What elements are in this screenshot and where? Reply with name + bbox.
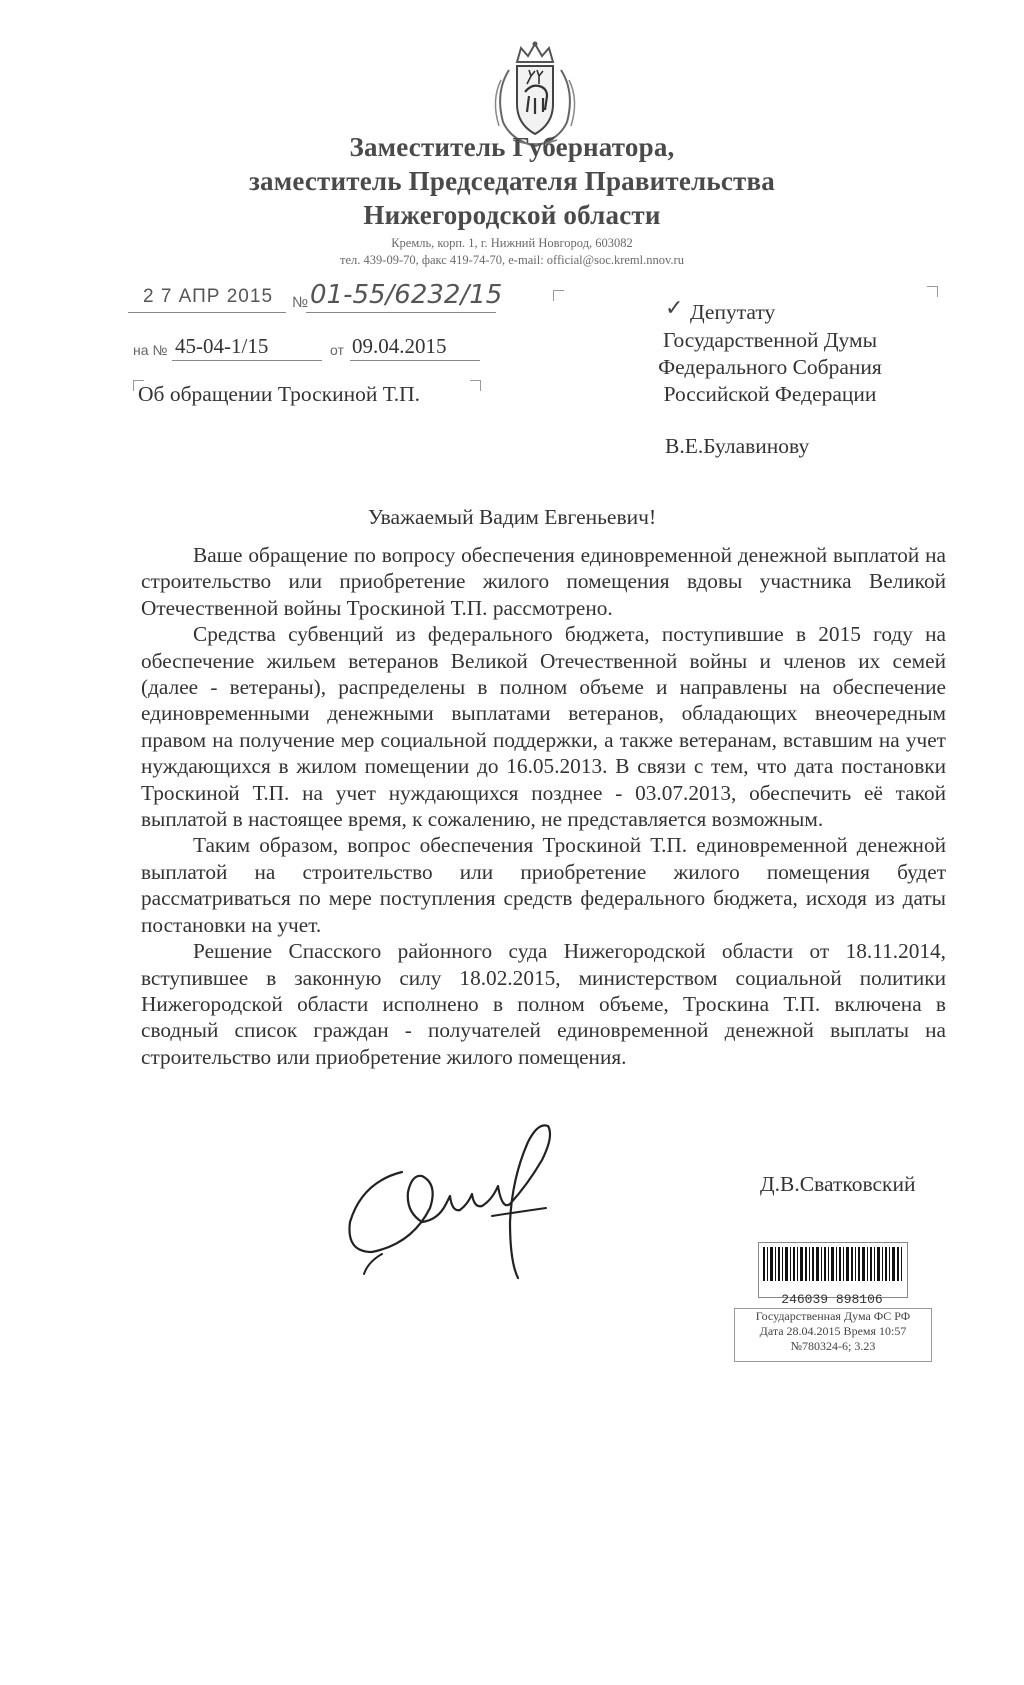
addressee-line1: Депутату [690, 300, 776, 324]
from-label: от [330, 342, 344, 358]
registration-line2: Дата 28.04.2015 Время 10:57 [759, 1324, 907, 1338]
addressee-line2: Государственной Думы [662, 328, 878, 352]
subject-corner-right [470, 380, 481, 391]
registration-line1: Государственная Дума ФС РФ [755, 1309, 911, 1323]
outgoing-date-stamp: 2 7 АПР 2015 [142, 286, 274, 307]
header-title-line1: Заместитель Губернатора, [349, 132, 675, 162]
greeting: Уважаемый Вадим Евгеньевич! [367, 505, 657, 529]
addressee-name: В.Е.Булавинову [665, 434, 810, 458]
corner-mark-left [553, 290, 564, 301]
barcode-icon [759, 1243, 907, 1283]
barcode-number: 246039 898106 [781, 1292, 883, 1307]
registration-stamp [734, 1308, 932, 1362]
subject-line: Об обращении Троскиной Т.П. [138, 382, 421, 406]
registration-line3: №780324-6; 3.23 [790, 1339, 876, 1353]
outgoing-number-handwritten: 01-55/6232/15 [310, 280, 503, 310]
paragraph-4: Решение Спасского районного суда Нижегородской области от 18.11.2014, вступившее в законную силу 18.02.2015, министерством социальной политики Нижегородской области исполнено в полном объеме, Троскина Т.П. включена в сводный список граждан - получателей единовременной денежной выплаты на строительство или приобретение жилого помещения. [141, 939, 946, 1069]
number-underline [306, 312, 496, 313]
in-reply-underline [172, 360, 322, 361]
from-underline [350, 360, 480, 361]
letter-body [141, 542, 946, 1070]
from-date: 09.04.2015 [352, 334, 447, 358]
addressee-line4: Российской Федерации [663, 382, 877, 406]
date-underline [128, 312, 286, 313]
corner-mark-right [927, 286, 938, 297]
in-reply-label: на № [133, 342, 168, 358]
number-label: № [292, 294, 309, 311]
signer-name: Д.В.Сватковский [760, 1172, 916, 1196]
header-title-line3: Нижегородской области [363, 200, 661, 230]
header-title-line2: заместитель Председателя Правительства [249, 166, 775, 196]
paragraph-3: Таким образом, вопрос обеспечения Троскиной Т.П. единовременной денежной выплатой на строительство или приобретение жилого помещения будет рассматриваться по мере поступления средств федерального бюджета, исходя из даты постановки на учет. [141, 833, 946, 937]
header-contacts: тел. 439-09-70, факс 419-74-70, e-mail: official@soc.kreml.nnov.ru [340, 253, 684, 267]
handwritten-signature [342, 1112, 572, 1287]
addressee-line3: Федерального Собрания [658, 355, 882, 379]
paragraph-1: Ваше обращение по вопросу обеспечения единовременной денежной выплатой на строительство или приобретение жилого помещения вдовы участника Великой Отечественной войны Троскиной Т.П. рассмотрено. [141, 543, 946, 620]
check-mark-icon: ✓ [665, 296, 684, 321]
barcode-box [758, 1242, 908, 1298]
header-address: Кремль, корп. 1, г. Нижний Новгород, 603082 [391, 236, 633, 250]
paragraph-2: Средства субвенций из федерального бюджета, поступившие в 2015 году на обеспечение жильем ветеранов Великой Отечественной войны и членов их семей (далее - ветераны), распределены в полном объеме и направлены на обеспечение единовременными денежными выплатами ветеранов, обладающих внеочередным правом на получение мер социальной поддержки, а также ветеранам, вставшим на учет нуждающихся в жилом помещении до 16.05.2013. В связи с тем, что дата постановки Троскиной Т.П. на учет нуждающихся позднее - 03.07.2013, обеспечить её такой выплатой в настоящее время, к сожалению, не представляется возможным. [141, 622, 946, 832]
in-reply-number: 45-04-1/15 [175, 334, 269, 358]
